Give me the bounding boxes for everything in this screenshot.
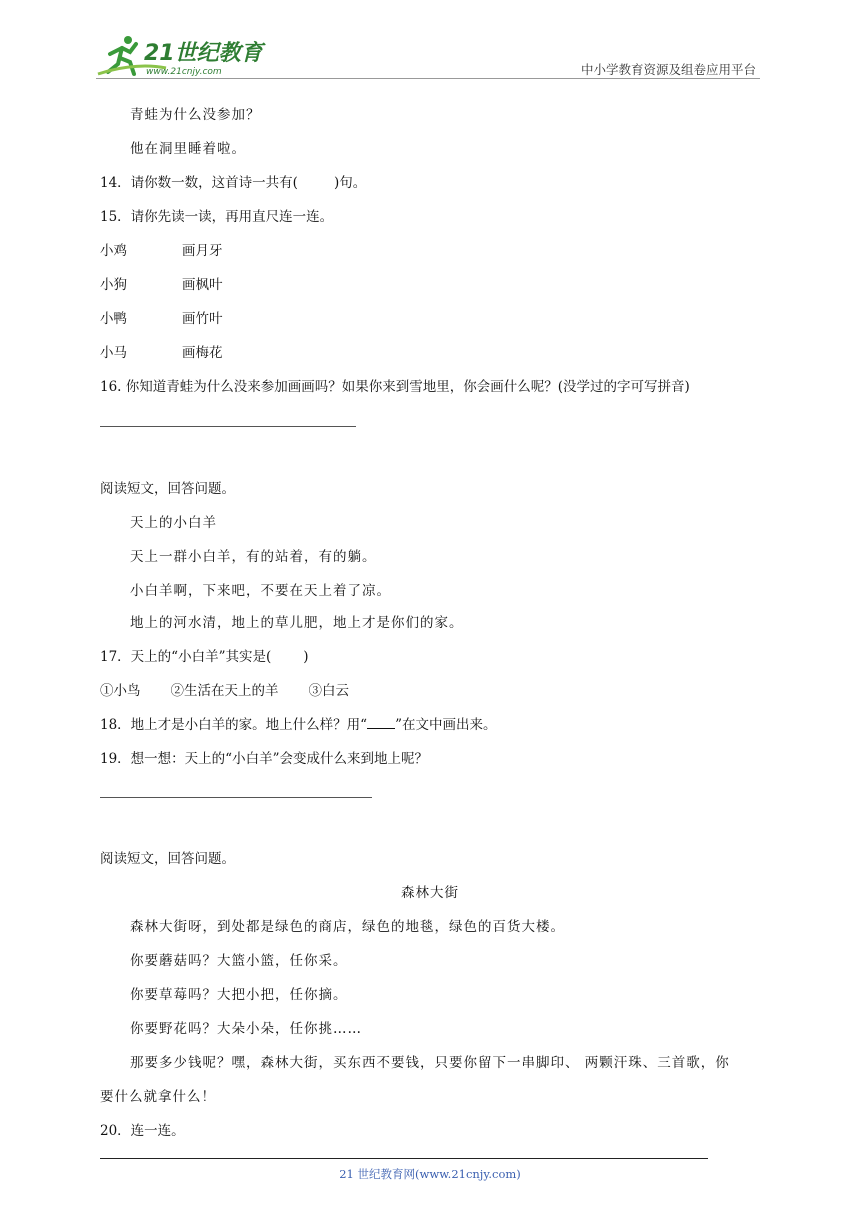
match-right-item[interactable]: 画梅花 bbox=[182, 345, 223, 361]
q18-prefix: 18．地上才是小白羊的家。地上什么样？用“ bbox=[100, 717, 368, 733]
question-18 bbox=[100, 716, 497, 734]
question-16: 16. 你知道青蛙为什么没来参加画画吗？如果你来到雪地里，你会画什么呢？(没学过的字可写拼音) bbox=[100, 379, 690, 395]
passage-line: 小白羊啊，下来吧，不要在天上着了凉。 bbox=[130, 583, 391, 599]
match-left-item[interactable]: 小鸡 bbox=[100, 243, 127, 259]
option-2[interactable]: ②生活在天上的羊 bbox=[170, 683, 279, 699]
q18-suffix: ”在文中画出来。 bbox=[395, 717, 497, 733]
answer-line[interactable] bbox=[100, 797, 372, 798]
match-left-item[interactable]: 小马 bbox=[100, 345, 127, 361]
match-right-item[interactable]: 画竹叶 bbox=[182, 311, 223, 327]
match-left-item[interactable]: 小鸭 bbox=[100, 311, 127, 327]
q14-prefix: 14．请你数一数，这首诗一共有( bbox=[100, 175, 298, 191]
answer-line[interactable] bbox=[100, 426, 356, 427]
passage-line: 你要野花吗？大朵小朵，任你挑…… bbox=[130, 1021, 362, 1037]
passage-line: 你要蘑菇吗？大篮小篮，任你采。 bbox=[130, 953, 348, 969]
logo-url: www.21cnjy.com bbox=[146, 67, 222, 77]
underline-mark bbox=[367, 716, 395, 729]
header-platform-text: 中小学教育资源及组卷应用平台 bbox=[580, 62, 756, 77]
match-left-item[interactable]: 小狗 bbox=[100, 277, 127, 293]
passage-line: 天上一群小白羊，有的站着，有的躺。 bbox=[130, 549, 377, 565]
passage-line: 森林大街呀，到处都是绿色的商店，绿色的地毯，绿色的百货大楼。 bbox=[130, 919, 565, 935]
passage-title: 天上的小白羊 bbox=[130, 515, 217, 531]
q17-suffix: ) bbox=[303, 649, 309, 665]
poem-line: 青蛙为什么没参加？ bbox=[130, 107, 261, 123]
site-logo bbox=[96, 30, 266, 80]
logo-text: 21世纪教育 bbox=[144, 41, 263, 66]
passage-line: 要什么就拿什么！ bbox=[100, 1089, 216, 1105]
passage-intro: 阅读短文，回答问题。 bbox=[100, 851, 235, 867]
question-20: 20．连一连。 bbox=[100, 1123, 185, 1139]
footer-divider bbox=[100, 1158, 708, 1159]
match-right-item[interactable]: 画月牙 bbox=[182, 243, 223, 259]
question-15: 15．请你先读一读，再用直尺连一连。 bbox=[100, 209, 334, 225]
passage-title: 森林大街 bbox=[401, 885, 459, 901]
q17-prefix: 17．天上的“小白羊”其实是( bbox=[100, 649, 272, 665]
passage-intro: 阅读短文，回答问题。 bbox=[100, 481, 235, 497]
option-3[interactable]: ③白云 bbox=[308, 683, 349, 699]
passage-line: 你要草莓吗？大把小把，任你摘。 bbox=[130, 987, 348, 1003]
match-right-item[interactable]: 画枫叶 bbox=[182, 277, 223, 293]
option-1[interactable]: ①小鸟 bbox=[100, 683, 141, 699]
question-14 bbox=[100, 174, 366, 192]
poem-line: 他在洞里睡着啦。 bbox=[130, 141, 246, 157]
q14-suffix: )句。 bbox=[333, 175, 367, 191]
footer-link[interactable]: 21 世纪教育网(www.21cnjy.com) bbox=[339, 1167, 521, 1181]
passage-line: 地上的河水清，地上的草儿肥，地上才是你们的家。 bbox=[130, 615, 464, 631]
passage-line: 那要多少钱呢？嘿，森林大街，买东西不要钱，只要你留下一串脚印、 两颗汗珠、三首歌，你 bbox=[130, 1055, 730, 1071]
question-17 bbox=[100, 648, 309, 666]
header-divider bbox=[96, 78, 760, 79]
q17-options bbox=[100, 682, 379, 700]
question-19: 19．想一想：天上的“小白羊”会变成什么来到地上呢？ bbox=[100, 751, 428, 767]
